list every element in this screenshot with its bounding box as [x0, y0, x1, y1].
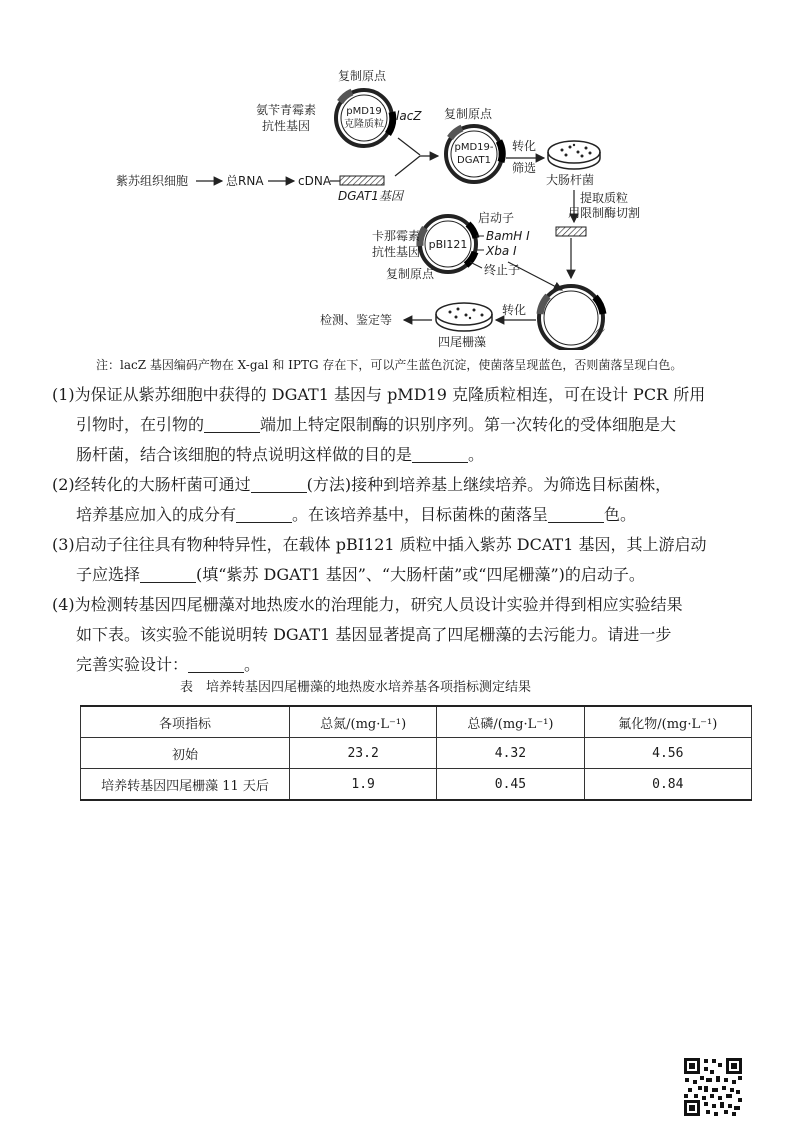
cut-fragment [556, 227, 586, 236]
ampicillin-label-2: 抗性基因 [262, 119, 311, 133]
kanamycin-label-2: 抗性基因 [372, 245, 421, 259]
header-total-nitrogen: 总氮/(mg·L⁻¹) [290, 706, 437, 738]
dgat1-gene-fragment [340, 176, 384, 185]
q2-blank-method[interactable] [251, 474, 307, 493]
q1-blank-2[interactable] [412, 444, 468, 463]
q4-line-a: (4)为检测转基因四尾栅藻对地热废水的治理能力，研究人员设计实验并得到相应实验结果 [52, 595, 683, 614]
pmd19-plasmid [336, 90, 393, 146]
pmd19-dgat1-plasmid [446, 126, 502, 182]
terminator-tick [470, 262, 482, 268]
ecoli-label: 大肠杆菌 [546, 173, 595, 187]
q4-blank-design[interactable] [188, 654, 244, 673]
q1-line-a: (1)为保证从紫苏细胞中获得的 DGAT1 基因与 pMD19 克隆质粒相连，可在设计 PCR 所用 [52, 385, 706, 404]
replication-origin-label: 复制原点 [338, 69, 387, 83]
recombinant-plasmid [539, 286, 603, 350]
ampicillin-label-1: 氨苄青霉素 [256, 103, 317, 117]
q3-line-a: (3)启动子往往具有物种特异性，在载体 pBI121 质粒中插入紫苏 DCAT1 基因，其上游启动 [52, 535, 707, 554]
promoter-label: 启动子 [478, 211, 515, 225]
replication-origin-mid-label: 复制原点 [444, 107, 493, 121]
diagram-note: 注：lacZ 基因编码产物在 X-gal 和 IPTG 存在下，可以产生蓝色沉淀，使菌落呈现蓝色，否则菌落呈现白色。 [96, 358, 683, 372]
dgat1-gene-label: DGAT1基因 [338, 189, 403, 203]
cell-value: 23.2 [290, 738, 437, 769]
q1-line-c: 肠杆菌，结合该细胞的特点说明这样做的目的是 。 [76, 445, 485, 464]
lacz-label: lacZ [396, 109, 422, 123]
svg-text:pMD19-: pMD19- [454, 142, 494, 153]
q4-line-b: 如下表。该实验不能说明转 DGAT1 基因显著提高了四尾栅藻的去污能力。请进一步 [76, 625, 672, 644]
question-2 [52, 470, 762, 530]
qr-code [682, 1056, 744, 1118]
table-row [81, 769, 752, 801]
cell-value: 0.84 [584, 769, 751, 801]
svg-text:克隆质粒: 克隆质粒 [344, 119, 384, 130]
total-rna-label: 总RNA [226, 174, 264, 188]
results-table [80, 705, 752, 801]
transform-1-label: 转化 [512, 139, 537, 153]
q2-line-a: (2)经转化的大肠杆菌可通过 (方法)接种到培养基上继续培养。为筛选目标菌株， [52, 475, 672, 494]
kanamycin-label-1: 卡那霉素 [372, 229, 421, 243]
table-row [81, 738, 752, 769]
row-label: 培养转基因四尾栅藻 11 天后 [81, 769, 290, 801]
q1-blank-1[interactable] [204, 414, 260, 433]
q2-line-b: 培养基应加入的成分有 。在该培养基中，目标菌株的菌落呈 色。 [76, 505, 637, 524]
row-label: 初始 [81, 738, 290, 769]
cell-value: 0.45 [437, 769, 584, 801]
merge-line-top [398, 138, 420, 155]
bamhi-label: BamH I [486, 229, 530, 243]
header-fluoride: 氟化物/(mg·L⁻¹) [584, 706, 751, 738]
merge-line-bottom [395, 156, 420, 176]
cell-value: 1.9 [290, 769, 437, 801]
q1-line-b: 引物时，在引物的 端加上特定限制酶的识别序列。第一次转化的受体细胞是大 [76, 415, 677, 434]
screen-label: 筛选 [512, 161, 537, 175]
detect-label: 检测、鉴定等 [320, 313, 393, 327]
table-caption: 表 培养转基因四尾栅藻的地热废水培养基各项指标测定结果 [180, 680, 532, 695]
header-indicator: 各项指标 [81, 706, 290, 738]
cell-value: 4.56 [584, 738, 751, 769]
q4-line-c: 完善实验设计： 。 [76, 655, 261, 674]
svg-text:pMD19: pMD19 [346, 106, 382, 117]
q2-blank-color[interactable] [548, 504, 604, 523]
terminator-label: 终止子 [484, 263, 521, 277]
question-1 [52, 380, 762, 470]
q3-line-b: 子应选择 (填“紫苏 DGAT1 基因”、“大肠杆菌”或“四尾栅藻”)的启动子。 [76, 565, 645, 584]
pbi121-plasmid [420, 216, 476, 272]
xbai-label: Xba I [486, 244, 517, 258]
experiment-flow-diagram [0, 0, 800, 350]
cdna-label: cDNA [298, 174, 332, 188]
question-4 [52, 590, 762, 680]
ecoli-plate-icon [548, 141, 600, 169]
scenedesmus-label: 四尾栅藻 [438, 335, 487, 349]
svg-text:DGAT1: DGAT1 [457, 155, 491, 166]
cell-value: 4.32 [437, 738, 584, 769]
scenedesmus-plate-icon [436, 303, 492, 331]
perilla-cell-label: 紫苏组织细胞 [116, 174, 189, 188]
table-header-row [81, 706, 752, 738]
header-total-phosphorus: 总磷/(mg·L⁻¹) [437, 706, 584, 738]
extract-plasmid-label: 提取质粒 [580, 191, 629, 205]
restriction-cut-label: 用限制酶切割 [568, 206, 641, 220]
transform-2-label: 转化 [502, 303, 527, 317]
q2-blank-components[interactable] [236, 504, 292, 523]
replication-origin-bottom-label: 复制原点 [386, 267, 435, 281]
pbi121-label: pBI121 [428, 238, 468, 251]
q3-blank-promoter[interactable] [140, 564, 196, 583]
question-3 [52, 530, 762, 590]
